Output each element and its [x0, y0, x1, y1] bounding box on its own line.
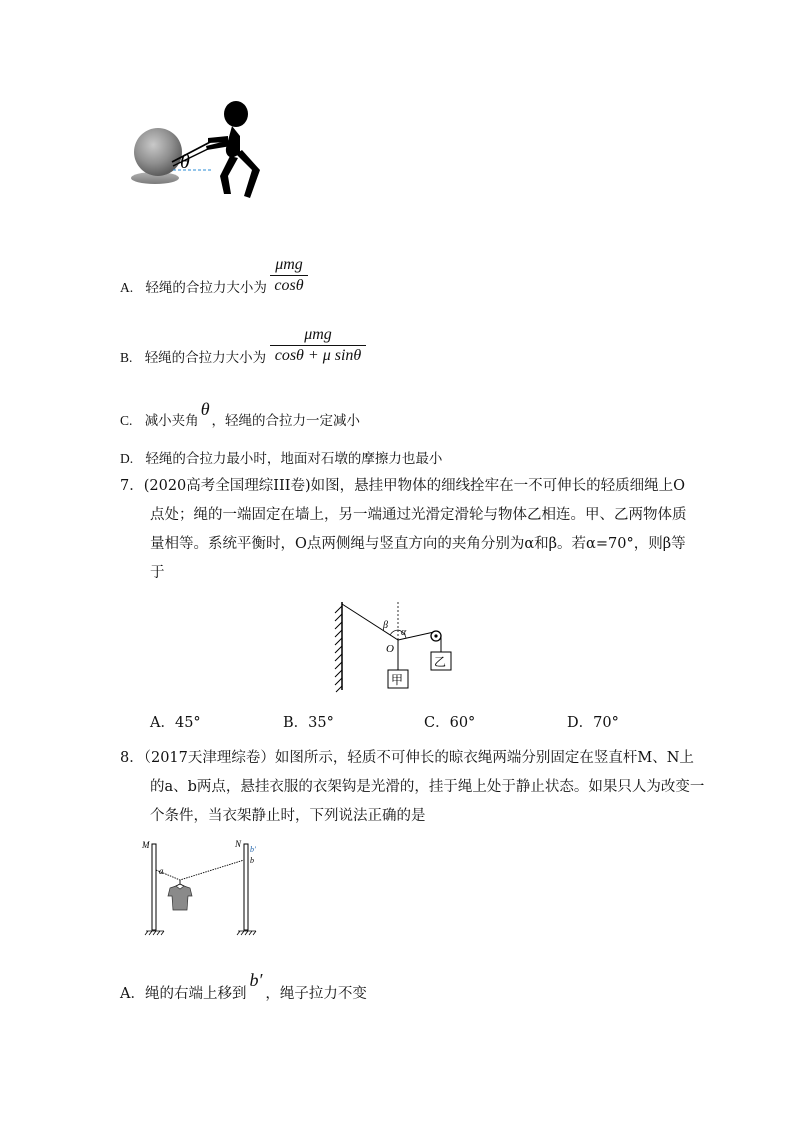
- q7-option-a: A．45°: [150, 715, 201, 731]
- ground-hatch-m: [145, 931, 164, 935]
- q8-line2: 的a、b两点，悬挂衣服的衣架钩是光滑的，挂于绳上处于静止状态。如果只人为改变一: [150, 779, 705, 795]
- stone-ball: [134, 128, 182, 176]
- q6-option-a: [120, 277, 267, 299]
- clothesline: [156, 860, 244, 880]
- person-leg-back: [236, 150, 260, 198]
- option-text-a: 减小夹角: [144, 413, 199, 429]
- bprime-symbol: b′: [249, 970, 263, 990]
- a-label: a: [159, 866, 164, 876]
- option-prefix: A.: [120, 280, 134, 295]
- n-label: N: [235, 839, 242, 849]
- q8-line1: 8．（2017天津理综卷）如图所示，轻质不可伸长的晾衣绳两端分别固定在竖直杆M、N上: [120, 750, 694, 766]
- beta-label: β: [383, 620, 388, 631]
- wall-hatching: [335, 606, 342, 692]
- q7-option-c: C．60°: [424, 715, 476, 731]
- pulley-axle: [434, 634, 437, 637]
- q8-stem: [120, 744, 705, 831]
- option-text: 轻绳的合拉力大小为: [144, 350, 267, 366]
- q6-option-a-fraction: [270, 256, 308, 295]
- alpha-label: α: [401, 627, 407, 638]
- option-text: 轻绳的合拉力大小为: [145, 280, 267, 296]
- theta-label: θ: [180, 151, 190, 173]
- clothesline-figure: [140, 836, 270, 940]
- fraction-denominator: cosθ + μ sinθ: [274, 347, 362, 364]
- b-label: b: [250, 856, 254, 865]
- q7-stem: [120, 472, 690, 588]
- o-label: O: [386, 643, 394, 655]
- yi-label: 乙: [434, 655, 447, 669]
- q6-option-d: [120, 448, 442, 470]
- bprime-label: b′: [250, 845, 256, 854]
- q6-option-b: [120, 347, 266, 369]
- option-text-a: A．绳的右端上移到: [120, 986, 247, 1002]
- jia-label: 甲: [391, 673, 404, 687]
- q7-line3: 量相等。系统平衡时，O点两侧绳与竖直方向的夹角分别为α和β。若α=70°，则β等: [150, 536, 686, 552]
- fraction-numerator: μmg: [270, 326, 366, 346]
- person-leg-front: [220, 156, 238, 194]
- fraction-denominator: cosθ: [274, 277, 304, 294]
- pole-m: [152, 844, 156, 930]
- option-text-b: ，绳子拉力不变: [265, 986, 367, 1002]
- option-text-b: ，轻绳的合拉力一定减小: [211, 413, 361, 429]
- q7-line2: 点处；绳的一端固定在墙上，另一端通过光滑定滑轮与物体乙相连。甲、乙两物体质: [150, 507, 687, 523]
- fraction-numerator: μmg: [270, 256, 308, 276]
- theta-symbol: θ: [200, 399, 210, 419]
- ground-hatch-n: [237, 931, 256, 935]
- beta-arc: [390, 630, 398, 635]
- option-prefix: B.: [120, 350, 133, 365]
- q7-option-d: D．70°: [567, 715, 619, 731]
- stone-ball-figure: [128, 96, 278, 204]
- q6-option-c: [120, 399, 361, 432]
- q8-line3: 个条件，当衣架静止时，下列说法正确的是: [150, 808, 426, 824]
- q6-option-b-fraction: [270, 326, 366, 365]
- rope-left: [342, 604, 398, 640]
- shirt: [168, 886, 192, 910]
- m-label: M: [142, 840, 150, 850]
- q7-line4: 于: [150, 565, 165, 581]
- pole-n: [244, 844, 248, 930]
- person-head: [224, 101, 248, 127]
- q7-line1: 7．(2020高考全国理综III卷)如图，悬挂甲物体的细线拴牢在一不可伸长的轻质细绳上O: [120, 478, 686, 494]
- q8-option-a: [120, 970, 367, 1006]
- pulley-figure: [330, 598, 460, 696]
- option-prefix: C.: [120, 413, 133, 428]
- option-text: 轻绳的合拉力最小时，地面对石墩的摩擦力也最小: [145, 451, 443, 467]
- q7-option-b: B．35°: [283, 715, 334, 731]
- option-prefix: D.: [120, 451, 134, 466]
